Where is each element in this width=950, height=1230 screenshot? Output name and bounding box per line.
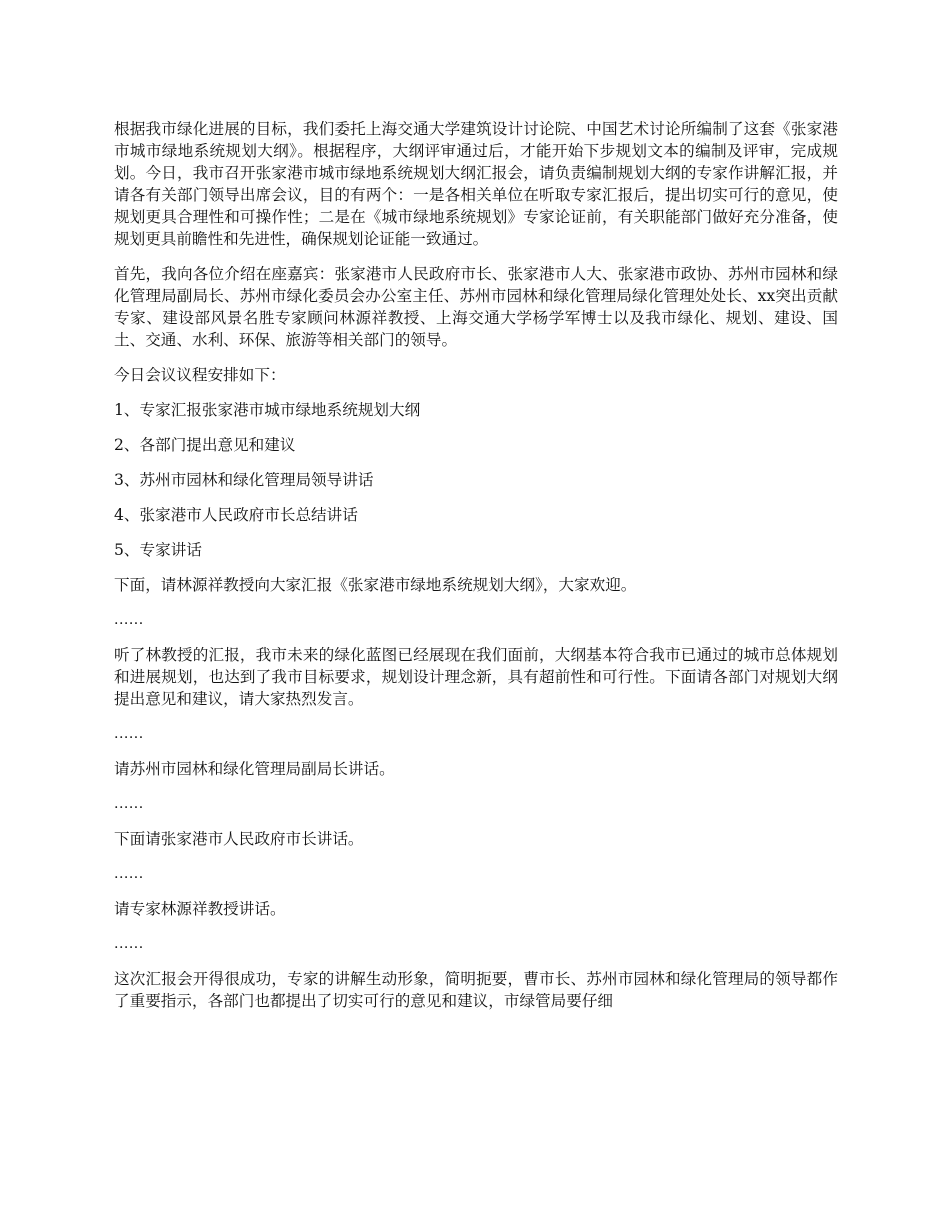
document-body — [114, 118, 838, 1025]
agenda-item-2: 2、各部门提出意见和建议 — [114, 436, 296, 454]
paragraph-expert: 请专家林源祥教授讲话。 — [114, 900, 286, 918]
paragraph-deputy-director: 请苏州市园林和绿化管理局副局长讲话。 — [114, 760, 395, 778]
paragraph-intro: 根据我市绿化进展的目标，我们委托上海交通大学建筑设计讨论院、中国艺术讨论所编制了这套《张家港市城市绿地系统规划大纲》。根据程序，大纲评审通过后，才能开始下步规划文本的编制及评审，完成规划。今日，我市召开张家港市城市绿地系统规划大纲汇报会，请负责编制规划大纲的专家作讲解汇报，并请各有关部门领导出席会议，目的有两个：一是各相关单位在听取专家汇报后，提出切实可行的意见，使规划更具合理性和可操作性；二是在《城市绿地系统规划》专家论证前，有关职能部门做好充分准备，使规划更具前瞻性和先进性，确保规划论证能一致通过。 — [114, 120, 838, 248]
agenda-item-4: 4、张家港市人民政府市长总结讲话 — [114, 506, 358, 524]
agenda-item-3: 3、苏州市园林和绿化管理局领导讲话 — [114, 471, 374, 489]
paragraph-mayor: 下面请张家港市人民政府市长讲话。 — [114, 830, 364, 848]
paragraph-after-report: 听了林教授的汇报，我市未来的绿化蓝图已经展现在我们面前，大纲基本符合我市已通过的城市总体规划和进展规划，也达到了我市目标要求，规划设计理念新，具有超前性和可行性。下面请各部门对规划大纲提出意见和建议，请大家热烈发言。 — [114, 646, 838, 708]
ellipsis-2: ...... — [114, 726, 144, 742]
paragraph-agenda-heading: 今日会议议程安排如下： — [114, 366, 286, 384]
ellipsis-5: ...... — [114, 936, 144, 952]
paragraph-conclusion: 这次汇报会开得很成功，专家的讲解生动形象，简明扼要，曹市长、苏州市园林和绿化管理局的领导都作了重要指示，各部门也都提出了切实可行的意见和建议，市绿管局要仔细 — [114, 970, 838, 1010]
ellipsis-3: ...... — [114, 796, 144, 812]
agenda-item-5: 5、专家讲话 — [114, 541, 202, 559]
paragraph-guests: 首先，我向各位介绍在座嘉宾：张家港市人民政府市长、张家港市人大、张家港市政协、苏州市园林和绿化管理局副局长、苏州市绿化委员会办公室主任、苏州市园林和绿化管理局绿化管理处处长、xx突出贡献专家、建设部风景名胜专家顾问林源祥教授、上海交通大学杨学军博士以及我市绿化、规划、建设、国土、交通、水利、环保、旅游等相关部门的领导。 — [114, 265, 838, 349]
paragraph-invite-report: 下面，请林源祥教授向大家汇报《张家港市绿地系统规划大纲》，大家欢迎。 — [114, 576, 637, 594]
ellipsis-4: ...... — [114, 866, 144, 882]
ellipsis-1: ...... — [114, 612, 144, 628]
agenda-item-1: 1、专家汇报张家港市城市绿地系统规划大纲 — [114, 401, 421, 419]
